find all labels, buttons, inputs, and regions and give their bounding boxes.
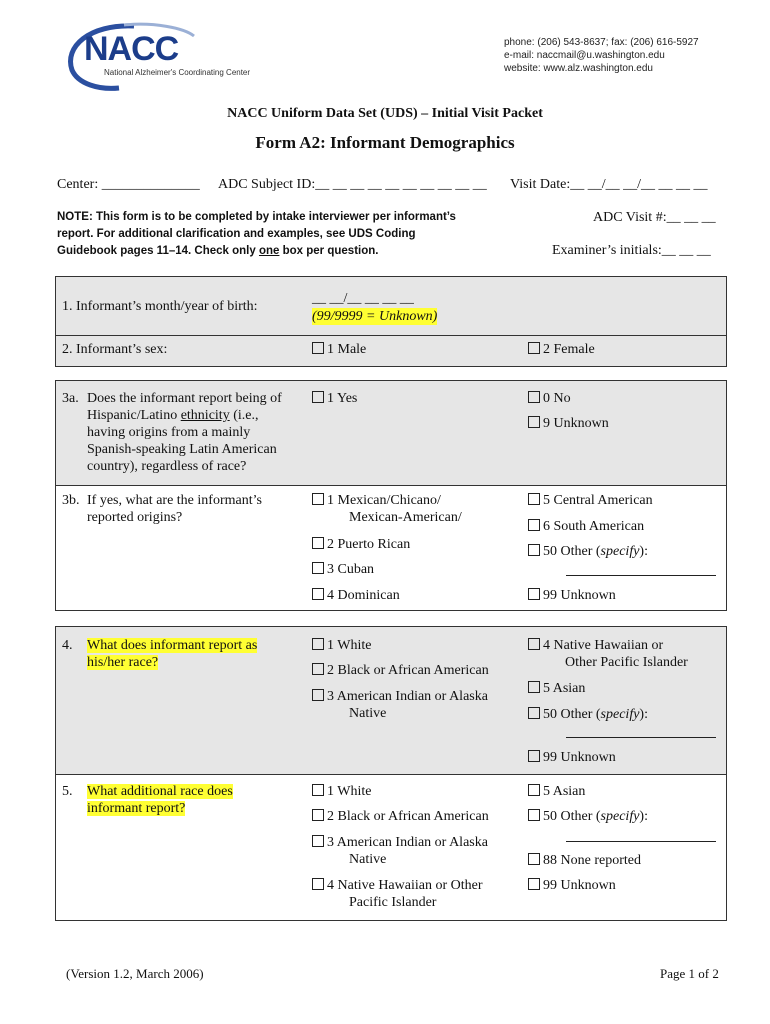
page-number: Page 1 of 2 [660,966,719,981]
q5-asian[interactable]: 5 Asian [528,783,585,800]
checkbox[interactable] [528,707,540,719]
q5-native-hawaiian[interactable]: 4 Native Hawaiian or Other Pacific Islander [312,877,483,911]
q4-label: 4. What does informant report as his/her race? [62,638,258,670]
checkbox[interactable] [528,519,540,531]
checkbox[interactable] [312,493,324,505]
version-footer: (Version 1.2, March 2006) [66,966,204,981]
checkbox[interactable] [528,544,540,556]
checkbox[interactable] [528,784,540,796]
q4-white[interactable]: 1 White [312,637,371,654]
q1-label: 1. Informant’s month/year of birth: [62,299,258,314]
q3b-label: 3b. If yes, what are the informant’s reported origins? [62,493,262,525]
q5-unknown[interactable]: 99 Unknown [528,877,616,894]
q3a-no[interactable]: 0 No [528,390,571,407]
q3b-unknown[interactable]: 99 Unknown [528,587,616,604]
contact-email: e-mail: naccmail@u.washington.edu [504,50,665,61]
checkbox[interactable] [312,835,324,847]
q2-female[interactable]: 2 Female [528,341,595,358]
checkbox[interactable] [312,809,324,821]
checkbox[interactable] [528,681,540,693]
checkbox[interactable] [312,689,324,701]
form-title: Form A2: Informant Demographics [255,133,515,152]
q5-black[interactable]: 2 Black or African American [312,808,489,825]
q3a-unknown[interactable]: 9 Unknown [528,415,609,432]
logo-subtitle: National Alzheimer's Coordinating Center [104,68,251,77]
q5-other[interactable]: 50 Other (specify): [528,808,648,825]
checkbox[interactable] [528,588,540,600]
q4-asian[interactable]: 5 Asian [528,680,585,697]
q4-unknown[interactable]: 99 Unknown [528,749,616,766]
q4-other-specify-line[interactable] [566,737,716,738]
checkbox[interactable] [312,663,324,675]
examiner-initials-field[interactable]: Examiner’s initials:__ __ __ [552,243,711,258]
checkbox[interactable] [312,588,324,600]
q3a-label: 3a. Does the informant report being of Hispanic/Latino ethnicity (i.e., having origins from a mainly Spanish-speaking Latin American country), regardless of race? [62,391,282,474]
logo-name: NACC [84,30,179,68]
checkbox[interactable] [528,853,540,865]
checkbox[interactable] [312,537,324,549]
checkbox[interactable] [312,878,324,890]
q3b-mexican[interactable]: 1 Mexican/Chicano/ Mexican-American/ [312,492,462,526]
checkbox[interactable] [312,391,324,403]
q5-white[interactable]: 1 White [312,783,371,800]
q3b-puerto-rican[interactable]: 2 Puerto Rican [312,536,410,553]
q3b-dominican[interactable]: 4 Dominican [312,587,400,604]
q3b-south-american[interactable]: 6 South American [528,518,644,535]
instructions-note: NOTE: This form is to be completed by intake interviewer per informant’s report. For additional clarification and examples, see UDS Coding Guidebook pages 11–14. Check only one box per question. [57,211,456,257]
q3b-cuban[interactable]: 3 Cuban [312,561,374,578]
checkbox[interactable] [528,809,540,821]
q4-american-indian[interactable]: 3 American Indian or Alaska Native [312,688,488,722]
q5-american-indian[interactable]: 3 American Indian or Alaska Native [312,834,488,868]
checkbox[interactable] [312,638,324,650]
checkbox[interactable] [312,562,324,574]
q3b-other[interactable]: 50 Other (specify): [528,543,648,560]
q1-birth-input[interactable]: __ __/__ __ __ __ [312,291,414,306]
q4-native-hawaiian[interactable]: 4 Native Hawaiian or Other Pacific Islander [528,637,688,671]
checkbox[interactable] [528,750,540,762]
checkbox[interactable] [528,391,540,403]
checkbox[interactable] [528,638,540,650]
visit-date-field[interactable]: Visit Date:__ __/__ __/__ __ __ __ [510,177,708,192]
packet-title: NACC Uniform Data Set (UDS) – Initial Visit Packet [227,106,543,121]
q1-hint: (99/9999 = Unknown) [312,309,438,324]
q5-other-specify-line[interactable] [566,841,716,842]
adc-visit-field[interactable]: ADC Visit #:__ __ __ [593,210,716,225]
checkbox[interactable] [312,342,324,354]
q4-black[interactable]: 2 Black or African American [312,662,489,679]
q3b-other-specify-line[interactable] [566,575,716,576]
checkbox[interactable] [528,493,540,505]
q3a-yes[interactable]: 1 Yes [312,390,357,407]
checkbox[interactable] [312,784,324,796]
checkbox[interactable] [528,416,540,428]
contact-phone: phone: (206) 543-8637; fax: (206) 616-5927 [504,37,699,48]
nacc-logo [64,22,251,92]
contact-block [504,36,699,75]
q2-label: 2. Informant’s sex: [62,342,168,357]
q5-label: 5. What additional race does informant report? [62,784,233,816]
checkbox[interactable] [528,342,540,354]
center-field[interactable]: Center: ______________ [57,177,200,192]
contact-website: website: www.alz.washington.edu [504,63,653,74]
q3b-central-american[interactable]: 5 Central American [528,492,653,509]
q2-male[interactable]: 1 Male [312,341,366,358]
subject-id-field[interactable]: ADC Subject ID:__ __ __ __ __ __ __ __ __ __ [218,177,487,192]
checkbox[interactable] [528,878,540,890]
q4-other[interactable]: 50 Other (specify): [528,706,648,723]
q5-none-reported[interactable]: 88 None reported [528,852,641,869]
